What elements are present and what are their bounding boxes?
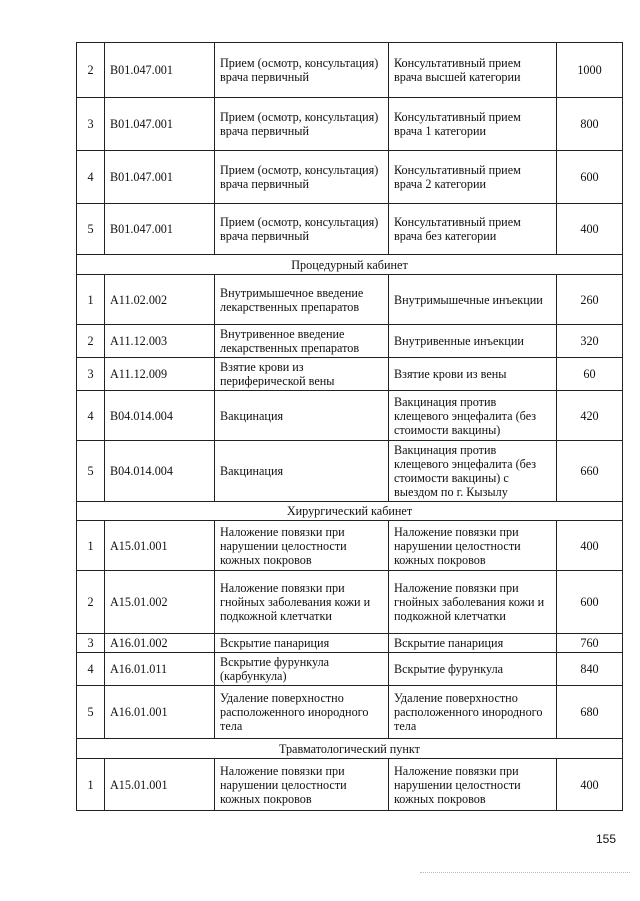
service-price: 420 [557, 391, 623, 441]
service-description: Прием (осмотр, консультация) врача первичный [215, 204, 389, 255]
service-price: 760 [557, 634, 623, 653]
section-header-row [77, 502, 623, 521]
service-description: Наложение повязки при нарушении целостности кожных покровов [215, 759, 389, 811]
service-price: 320 [557, 325, 623, 358]
service-name: Внутривенные инъекции [389, 325, 557, 358]
service-description: Вскрытие панариция [215, 634, 389, 653]
row-number: 4 [77, 151, 105, 204]
service-price: 680 [557, 686, 623, 739]
table-body [77, 43, 623, 811]
service-code: A16.01.001 [105, 686, 215, 739]
service-name: Наложение повязки при нарушении целостности кожных покровов [389, 521, 557, 571]
service-description: Удаление поверхностно расположенного инородного тела [215, 686, 389, 739]
service-code: B04.014.004 [105, 441, 215, 502]
service-code: B04.014.004 [105, 391, 215, 441]
service-description: Взятие крови из периферической вены [215, 358, 389, 391]
service-price: 1000 [557, 43, 623, 98]
service-name: Консультативный прием врача высшей категории [389, 43, 557, 98]
table-row [77, 441, 623, 502]
table-row [77, 521, 623, 571]
service-price: 400 [557, 204, 623, 255]
service-name: Консультативный прием врача 1 категории [389, 98, 557, 151]
table-row [77, 571, 623, 634]
row-number: 3 [77, 358, 105, 391]
table-row [77, 43, 623, 98]
table-row [77, 151, 623, 204]
service-description: Прием (осмотр, консультация) врача первичный [215, 43, 389, 98]
table-row [77, 358, 623, 391]
service-name: Вскрытие фурункула [389, 653, 557, 686]
table-row [77, 98, 623, 151]
row-number: 1 [77, 521, 105, 571]
row-number: 1 [77, 759, 105, 811]
scan-artifact-line [420, 872, 630, 873]
service-code: A11.12.009 [105, 358, 215, 391]
service-description: Внутривенное введение лекарственных препаратов [215, 325, 389, 358]
service-price: 840 [557, 653, 623, 686]
row-number: 3 [77, 634, 105, 653]
service-price: 400 [557, 521, 623, 571]
service-name: Вакцинация против клещевого энцефалита (без стоимости вакцины) [389, 391, 557, 441]
row-number: 5 [77, 204, 105, 255]
service-price: 400 [557, 759, 623, 811]
service-description: Вскрытие фурункула (карбункула) [215, 653, 389, 686]
service-description: Прием (осмотр, консультация) врача первичный [215, 151, 389, 204]
service-name: Консультативный прием врача без категории [389, 204, 557, 255]
table-row [77, 325, 623, 358]
service-description: Наложение повязки при гнойных заболевания кожи и подкожной клетчатки [215, 571, 389, 634]
service-code: A16.01.011 [105, 653, 215, 686]
section-title: Процедурный кабинет [77, 255, 623, 275]
row-number: 2 [77, 325, 105, 358]
service-code: B01.047.001 [105, 151, 215, 204]
row-number: 1 [77, 275, 105, 325]
service-description: Наложение повязки при нарушении целостности кожных покровов [215, 521, 389, 571]
service-code: A11.02.002 [105, 275, 215, 325]
table-row [77, 204, 623, 255]
service-name: Наложение повязки при нарушении целостности кожных покровов [389, 759, 557, 811]
page-number: 155 [596, 832, 617, 846]
service-code: A15.01.002 [105, 571, 215, 634]
row-number: 5 [77, 441, 105, 502]
service-price: 660 [557, 441, 623, 502]
table-row [77, 634, 623, 653]
service-code: A16.01.002 [105, 634, 215, 653]
service-price: 260 [557, 275, 623, 325]
service-name: Консультативный прием врача 2 категории [389, 151, 557, 204]
section-title: Хирургический кабинет [77, 502, 623, 521]
service-code: B01.047.001 [105, 204, 215, 255]
service-description: Внутримышечное введение лекарственных препаратов [215, 275, 389, 325]
service-price: 600 [557, 571, 623, 634]
service-name: Удаление поверхностно расположенного инородного тела [389, 686, 557, 739]
service-description: Вакцинация [215, 441, 389, 502]
row-number: 3 [77, 98, 105, 151]
row-number: 2 [77, 43, 105, 98]
service-description: Прием (осмотр, консультация) врача первичный [215, 98, 389, 151]
table-row [77, 653, 623, 686]
service-code: A15.01.001 [105, 759, 215, 811]
row-number: 5 [77, 686, 105, 739]
price-list-table [76, 42, 623, 811]
service-code: B01.047.001 [105, 43, 215, 98]
service-description: Вакцинация [215, 391, 389, 441]
row-number: 4 [77, 653, 105, 686]
table-row [77, 686, 623, 739]
service-name: Наложение повязки при гнойных заболевания кожи и подкожной клетчатки [389, 571, 557, 634]
service-code: A15.01.001 [105, 521, 215, 571]
row-number: 2 [77, 571, 105, 634]
row-number: 4 [77, 391, 105, 441]
table-row [77, 759, 623, 811]
service-code: A11.12.003 [105, 325, 215, 358]
service-price: 600 [557, 151, 623, 204]
table-row [77, 275, 623, 325]
section-title: Травматологический пункт [77, 739, 623, 759]
service-code: B01.047.001 [105, 98, 215, 151]
service-price: 60 [557, 358, 623, 391]
service-name: Вскрытие панариция [389, 634, 557, 653]
service-name: Внутримышечные инъекции [389, 275, 557, 325]
section-header-row [77, 739, 623, 759]
service-price: 800 [557, 98, 623, 151]
table-row [77, 391, 623, 441]
service-name: Взятие крови из вены [389, 358, 557, 391]
service-name: Вакцинация против клещевого энцефалита (без стоимости вакцины) с выездом по г. Кызылу [389, 441, 557, 502]
section-header-row [77, 255, 623, 275]
